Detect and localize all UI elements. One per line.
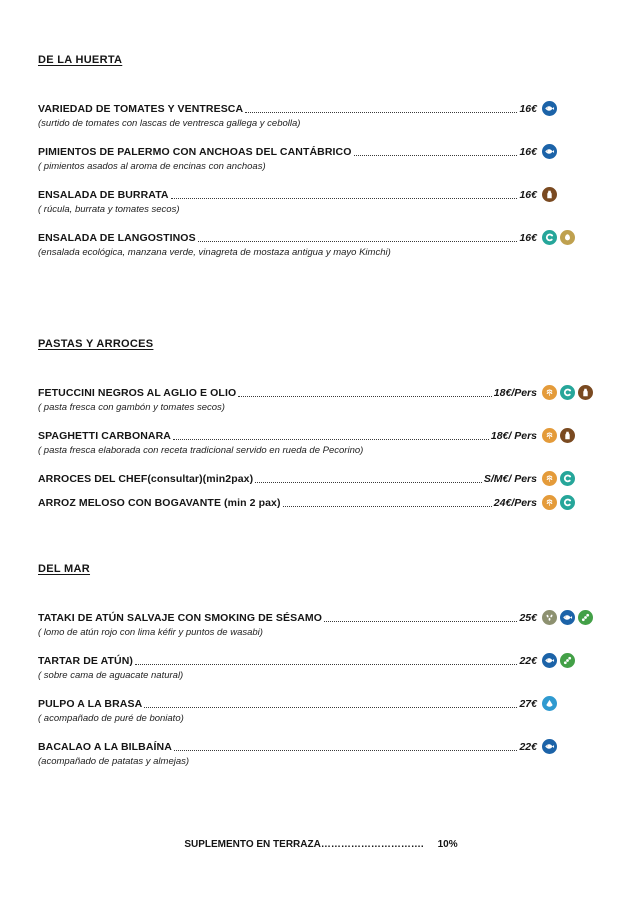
dotted-leader [198,241,518,242]
sesame-icon [542,610,557,625]
menu-item [38,495,604,509]
dish-description: (ensalada ecológica, manzana verde, vinagreta de mostaza antigua y mayo Kimchi) [38,247,391,258]
dairy-icon [542,187,557,202]
dotted-leader [173,439,489,440]
section-del-mar [38,559,604,767]
soy-icon [578,610,593,625]
allergen-icons [542,471,604,486]
dish-name: FETUCCINI NEGROS AL AGLIO E OLIO [38,387,237,399]
menu-item [38,428,604,456]
mollusk-icon [542,696,557,711]
soy-icon [560,653,575,668]
fish-icon [542,653,557,668]
section-de-la-huerta [38,50,604,258]
dish-name: ENSALADA DE BURRATA [38,189,169,201]
dish-name: TARTAR DE ATÚN) [38,655,134,667]
crustacean-icon [560,385,575,400]
allergen-icons [542,653,604,668]
fish-icon [542,144,557,159]
dish-description: ( lomo de atún rojo con lima kéfir y puntos de wasabi) [38,627,263,638]
allergen-icons [542,428,604,443]
dish-name: SPAGHETTI CARBONARA [38,430,171,442]
dotted-leader [324,621,517,622]
footer-dots: …………………………. [320,839,424,850]
dish-price: 16€ [519,232,537,244]
section-title: DEL MAR [38,563,91,575]
dish-name: ENSALADA DE LANGOSTINOS [38,232,196,244]
dish-price: 18€/ Pers [490,430,537,442]
menu-item [38,610,604,638]
allergen-icons [542,144,604,159]
dish-name: PULPO A LA BRASA [38,698,143,710]
fish-icon [542,739,557,754]
dish-price: 16€ [519,146,537,158]
dish-name: BACALAO A LA BILBAÍNA [38,741,172,753]
crustacean-icon [542,230,557,245]
menu-item [38,101,604,129]
allergen-icons [542,696,604,711]
dish-price: 18€/Pers [493,387,537,399]
egg-icon [560,230,575,245]
allergen-icons [542,739,604,754]
dish-price: S/M€/ Pers [483,473,537,485]
dotted-leader [135,664,517,665]
dish-description: ( pasta fresca elaborada con receta tradicional servido en rueda de Pecorino) [38,445,364,456]
dish-price: 22€ [519,741,537,753]
footer-value: 10% [437,839,458,850]
dish-description: ( pimientos asados al aroma de encinas con anchoas) [38,161,266,172]
dish-name: TATAKI DE ATÚN SALVAJE CON SMOKING DE SÉSAMO [38,612,323,624]
menu-item [38,385,604,413]
dotted-leader [283,506,492,507]
dish-description: ( pasta fresca con gambón y tomates secos) [38,402,225,413]
menu-item [38,739,604,767]
dish-description: ( sobre cama de aguacate natural) [38,670,184,681]
crustacean-icon [560,471,575,486]
dish-price: 22€ [519,655,537,667]
dish-list [38,101,604,258]
dish-description: (acompañado de patatas y almejas) [38,756,190,767]
dish-price: 25€ [519,612,537,624]
allergen-icons [542,610,604,625]
menu-item [38,653,604,681]
dish-name: ARROZ MELOSO CON BOGAVANTE (min 2 pax) [38,497,281,509]
fish-icon [560,610,575,625]
dish-description: (surtido de tomates con lascas de ventresca gallega y cebolla) [38,118,301,129]
crustacean-icon [560,495,575,510]
dish-price: 27€ [519,698,537,710]
dish-description: ( rúcula, burrata y tomates secos) [38,204,180,215]
gluten-icon [542,385,557,400]
dotted-leader [245,112,517,113]
dotted-leader [171,198,518,199]
gluten-icon [542,471,557,486]
dish-list [38,385,604,509]
footer-label: SUPLEMENTO EN TERRAZA [184,839,321,850]
allergen-icons [542,187,604,202]
dish-price: 16€ [519,189,537,201]
menu-item [38,187,604,215]
dotted-leader [144,707,517,708]
dish-price: 24€/Pers [493,497,537,509]
allergen-icons [542,495,604,510]
dish-name: VARIEDAD DE TOMATES Y VENTRESCA [38,103,244,115]
dish-list [38,610,604,767]
dotted-leader [238,396,492,397]
dairy-icon [560,428,575,443]
menu-item [38,230,604,258]
section-title: DE LA HUERTA [38,54,123,66]
fish-icon [542,101,557,116]
dotted-leader [174,750,518,751]
gluten-icon [542,495,557,510]
dish-price: 16€ [519,103,537,115]
dairy-icon [578,385,593,400]
section-title: PASTAS Y ARROCES [38,338,154,350]
dish-name: ARROCES DEL CHEF(consultar)(min2pax) [38,473,254,485]
dotted-leader [255,482,482,483]
gluten-icon [542,428,557,443]
dotted-leader [354,155,518,156]
menu-item [38,696,604,724]
dish-name: PIMIENTOS DE PALERMO CON ANCHOAS DEL CANTÁBRICO [38,146,352,158]
dish-description: ( acompañado de puré de boniato) [38,713,184,724]
terrace-supplement-note [38,839,604,850]
menu-item [38,144,604,172]
allergen-icons [542,230,604,245]
allergen-icons [542,101,604,116]
allergen-icons [542,385,604,400]
section-pastas-y-arroces [38,334,604,509]
menu-item [38,471,604,485]
